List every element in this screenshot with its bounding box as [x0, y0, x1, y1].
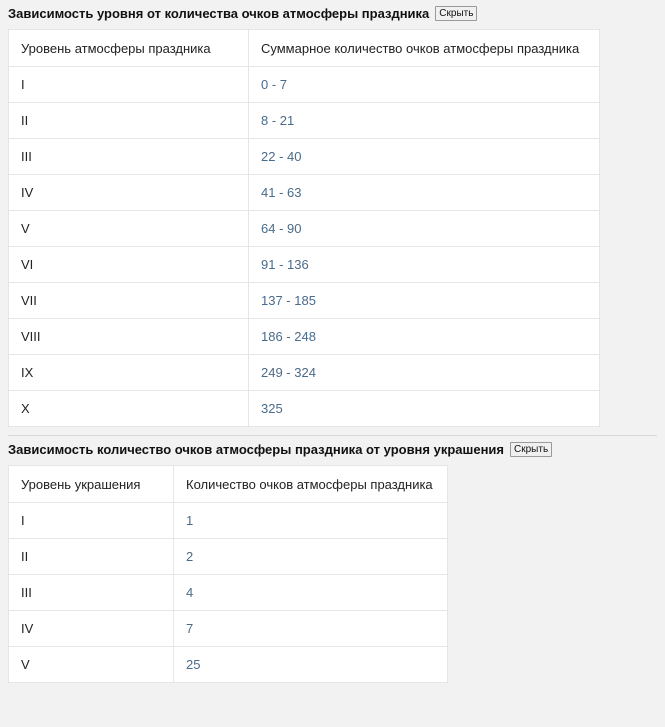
table-row — [9, 355, 600, 391]
table-row — [9, 319, 600, 355]
table-body — [9, 67, 600, 427]
cell-level: IV — [9, 611, 174, 647]
table-row — [9, 503, 448, 539]
column-header-points: Количество очков атмосферы праздника — [174, 466, 448, 503]
section-divider — [8, 435, 657, 436]
cell-points: 249 - 324 — [249, 355, 600, 391]
section-header — [8, 442, 657, 457]
column-header-level: Уровень атмосферы праздника — [9, 30, 249, 67]
table-header-row — [9, 30, 600, 67]
table-header — [9, 30, 600, 67]
section-points-from-decoration — [8, 442, 657, 683]
cell-points: 64 - 90 — [249, 211, 600, 247]
cell-points: 1 — [174, 503, 448, 539]
cell-points: 8 - 21 — [249, 103, 600, 139]
cell-points: 186 - 248 — [249, 319, 600, 355]
table-row — [9, 211, 600, 247]
table-row — [9, 283, 600, 319]
cell-points: 22 - 40 — [249, 139, 600, 175]
table-row — [9, 611, 448, 647]
cell-level: I — [9, 503, 174, 539]
cell-points: 2 — [174, 539, 448, 575]
table-level-from-points — [8, 29, 600, 427]
collapse-button[interactable]: Скрыть — [510, 442, 552, 457]
cell-points: 7 — [174, 611, 448, 647]
table-row — [9, 575, 448, 611]
cell-points: 41 - 63 — [249, 175, 600, 211]
cell-level: X — [9, 391, 249, 427]
table-row — [9, 247, 600, 283]
cell-points: 137 - 185 — [249, 283, 600, 319]
cell-level: IX — [9, 355, 249, 391]
table-row — [9, 539, 448, 575]
cell-level: II — [9, 103, 249, 139]
table-row — [9, 139, 600, 175]
table-header-row — [9, 466, 448, 503]
table-row — [9, 647, 448, 683]
table-row — [9, 391, 600, 427]
table-row — [9, 67, 600, 103]
column-header-points: Суммарное количество очков атмосферы праздника — [249, 30, 600, 67]
section-header — [8, 6, 657, 21]
cell-level: VI — [9, 247, 249, 283]
table-row — [9, 175, 600, 211]
cell-points: 325 — [249, 391, 600, 427]
cell-points: 25 — [174, 647, 448, 683]
cell-points: 0 - 7 — [249, 67, 600, 103]
cell-level: VIII — [9, 319, 249, 355]
cell-level: V — [9, 647, 174, 683]
section-level-from-points — [8, 6, 657, 427]
cell-level: II — [9, 539, 174, 575]
section-title: Зависимость уровня от количества очков атмосферы праздника — [8, 5, 430, 21]
cell-level: VII — [9, 283, 249, 319]
cell-level: I — [9, 67, 249, 103]
cell-points: 91 - 136 — [249, 247, 600, 283]
cell-level: III — [9, 139, 249, 175]
cell-level: V — [9, 211, 249, 247]
table-body — [9, 503, 448, 683]
table-row — [9, 103, 600, 139]
cell-level: IV — [9, 175, 249, 211]
cell-level: III — [9, 575, 174, 611]
column-header-decoration-level: Уровень украшения — [9, 466, 174, 503]
cell-points: 4 — [174, 575, 448, 611]
section-title: Зависимость количество очков атмосферы праздника от уровня украшения — [8, 441, 505, 457]
collapse-button[interactable]: Скрыть — [435, 6, 477, 21]
table-points-from-decoration — [8, 465, 448, 683]
table-header — [9, 466, 448, 503]
